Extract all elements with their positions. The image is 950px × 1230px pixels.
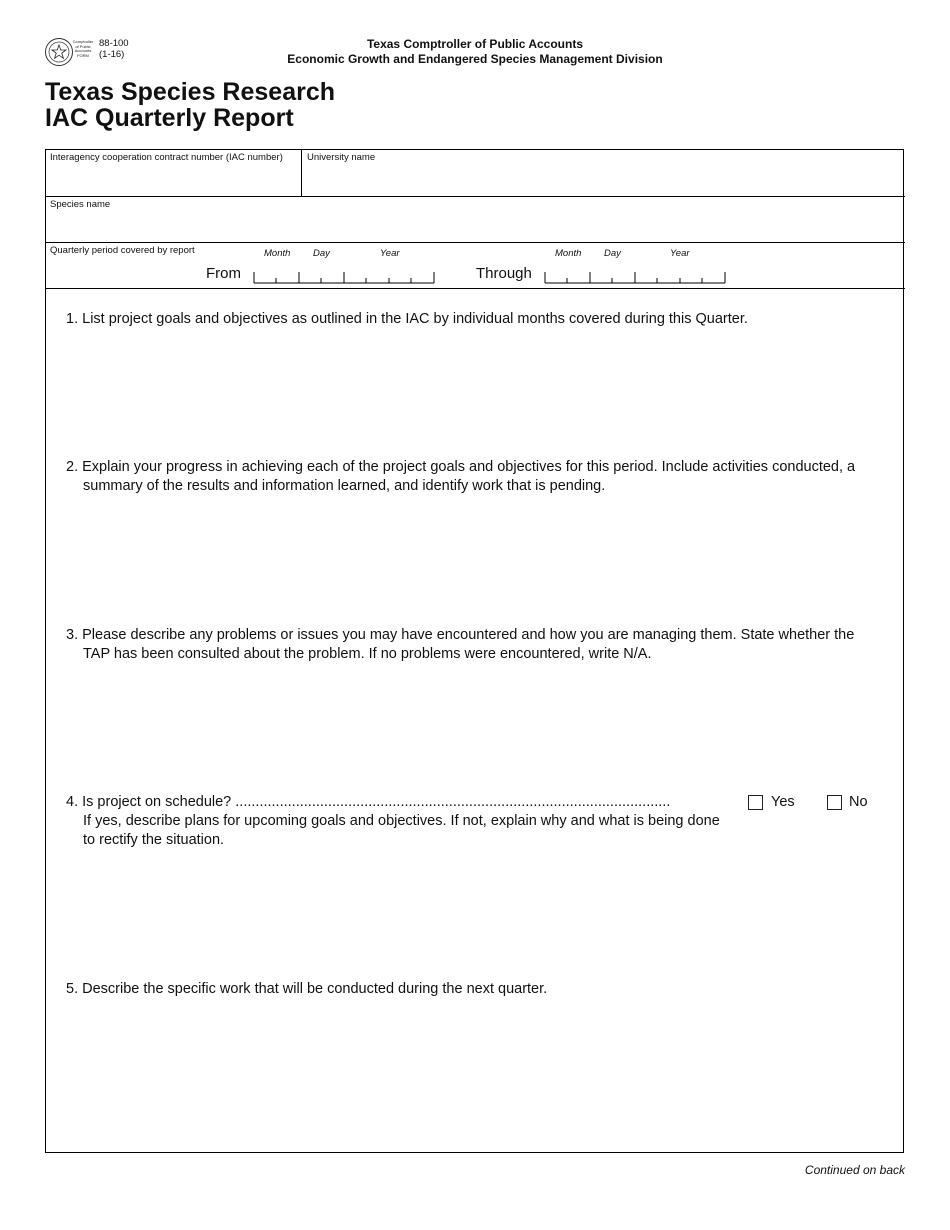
question-2 bbox=[66, 458, 873, 496]
question-number: 5. bbox=[66, 981, 79, 997]
question-3 bbox=[66, 626, 873, 664]
question-text: Is project on schedule? ............................................................................................................ bbox=[82, 794, 671, 810]
field-divider bbox=[301, 149, 302, 196]
from-month-label: Month bbox=[264, 248, 291, 259]
answer-2-area[interactable] bbox=[48, 502, 900, 622]
question-4 bbox=[66, 793, 743, 812]
period-label: Quarterly period covered by report bbox=[50, 245, 195, 256]
agency-name: Texas Comptroller of Public Accounts bbox=[366, 37, 584, 51]
from-date-input[interactable] bbox=[253, 270, 435, 284]
species-input[interactable] bbox=[48, 212, 900, 240]
question-number: 2. bbox=[66, 459, 79, 475]
answer-4-area[interactable] bbox=[48, 856, 900, 976]
seal-caption: Comptroller of Public Accounts FORM bbox=[72, 39, 94, 58]
answer-5-area[interactable] bbox=[48, 1005, 900, 1145]
row-divider bbox=[45, 288, 905, 289]
question-1 bbox=[66, 310, 873, 329]
division-name: Economic Growth and Endangered Species Management Division bbox=[287, 52, 663, 66]
schedule-yes-checkbox[interactable] bbox=[748, 795, 763, 810]
schedule-no-label: No bbox=[849, 794, 868, 810]
answer-1-area[interactable] bbox=[48, 335, 900, 455]
through-month-label: Month bbox=[555, 248, 582, 259]
schedule-yes-label: Yes bbox=[771, 794, 795, 810]
row-divider bbox=[45, 196, 905, 197]
schedule-no-checkbox[interactable] bbox=[827, 795, 842, 810]
form-title-line1: Texas Species Research bbox=[45, 78, 336, 106]
question-text: List project goals and objectives as outlined in the IAC by individual months covered during this Quarter. bbox=[82, 311, 748, 327]
from-day-label: Day bbox=[313, 248, 330, 259]
form-number-block bbox=[99, 38, 129, 60]
question-number: 4. bbox=[66, 794, 79, 810]
species-label: Species name bbox=[50, 199, 111, 210]
iac-number-input[interactable] bbox=[48, 165, 298, 193]
question-4-subtext: If yes, describe plans for upcoming goals and objectives. If not, explain why and what is being done to rectify the situation. bbox=[83, 813, 720, 848]
through-date-input[interactable] bbox=[544, 270, 726, 284]
from-label: From bbox=[206, 265, 241, 282]
question-text: Explain your progress in achieving each of the project goals and objectives for this period. Include activities conducted, a summary of the results and information learned, and identify work that is pending. bbox=[82, 459, 856, 494]
answer-3-area[interactable] bbox=[48, 670, 900, 790]
star-seal-icon bbox=[46, 39, 72, 65]
continued-note: Continued on back bbox=[804, 1163, 905, 1177]
question-5 bbox=[66, 980, 873, 999]
question-number: 1. bbox=[66, 311, 79, 327]
row-divider bbox=[45, 242, 905, 243]
question-number: 3. bbox=[66, 627, 79, 643]
comptroller-seal bbox=[45, 38, 73, 66]
through-year-label: Year bbox=[670, 248, 690, 259]
question-text: Please describe any problems or issues you may have encountered and how you are managing them. State whether the TAP has been consulted about the problem. If no problems were encountered, write N/A. bbox=[82, 627, 855, 662]
through-label: Through bbox=[476, 265, 532, 282]
form-revision: (1-16) bbox=[99, 49, 125, 60]
iac-number-label: Interagency cooperation contract number (IAC number) bbox=[50, 152, 283, 163]
from-year-label: Year bbox=[380, 248, 400, 259]
question-text: Describe the specific work that will be conducted during the next quarter. bbox=[82, 981, 548, 997]
university-input[interactable] bbox=[304, 165, 900, 193]
through-day-label: Day bbox=[604, 248, 621, 259]
form-title-line2: IAC Quarterly Report bbox=[45, 104, 294, 132]
form-number: 88-100 bbox=[99, 38, 129, 49]
university-label: University name bbox=[307, 152, 376, 163]
